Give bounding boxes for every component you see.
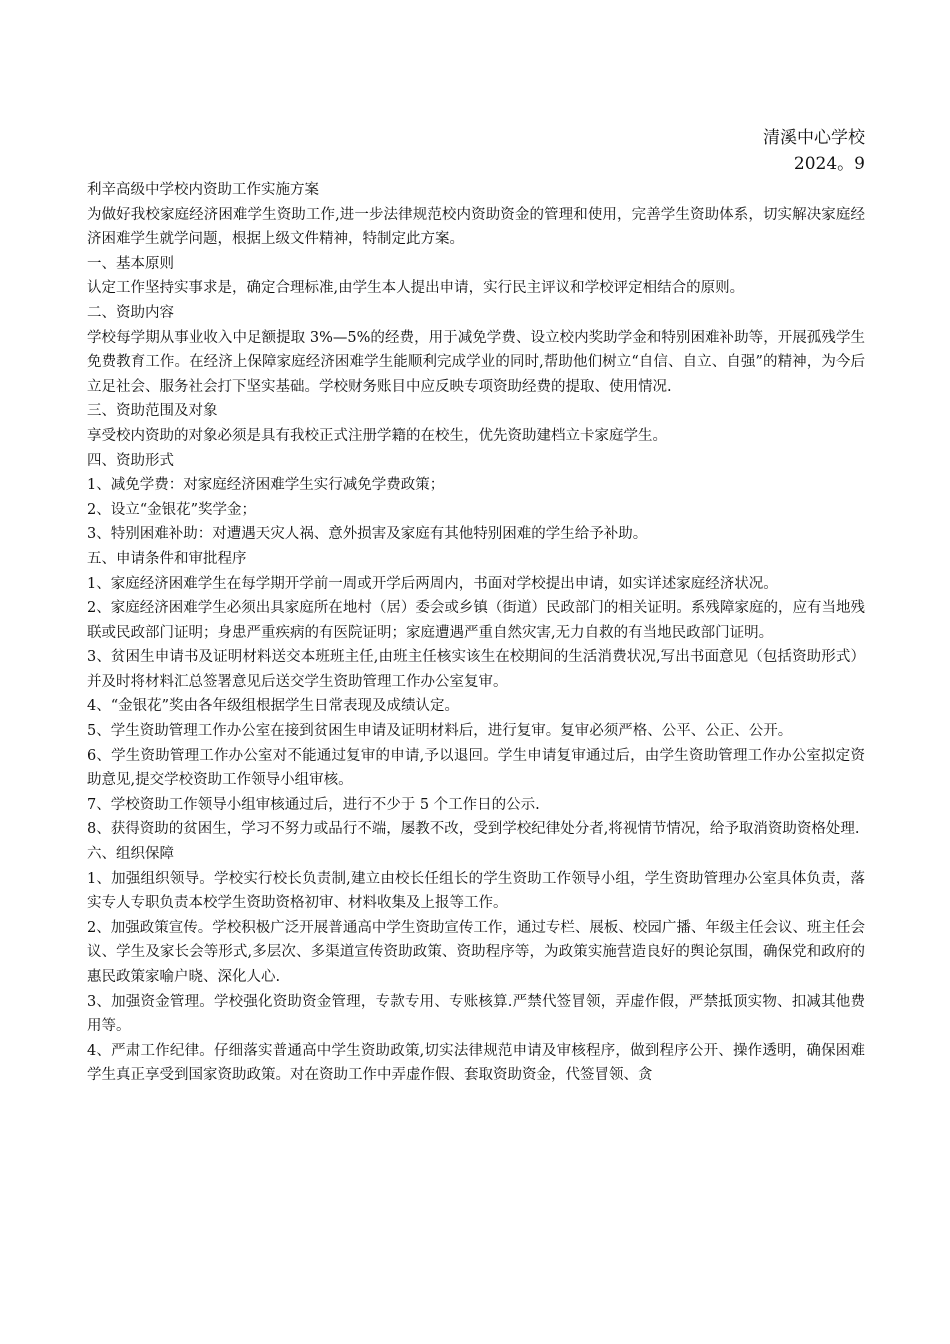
- paragraph: 2、家庭经济困难学生必须出具家庭所在地村（居）委会或乡镇（街道）民政部门的相关证明。系残障家庭的，应有当地残联或民政部门证明；身患严重疾病的有医院证明；家庭遭遇严重自然灾害,无力自救的有当地民政部门证明。: [87, 600, 865, 641]
- document-body: [87, 203, 865, 1088]
- paragraph: 7、学校资助工作领导小组审核通过后，进行不少于 5 个工作日的公示.: [87, 796, 540, 813]
- section-heading: 二、资助内容: [87, 304, 174, 321]
- section-heading: 五、申请条件和审批程序: [87, 550, 247, 567]
- paragraph: 3、特别困难补助：对遭遇天灾人祸、意外损害及家庭有其他特别困难的学生给予补助。: [87, 526, 648, 543]
- paragraph: 学校每学期从事业收入中足额提取 3%—5%的经费，用于减免学费、设立校内奖助学金和特别困难补助等，开展孤残学生免费教育工作。在经济上保障家庭经济困难学生能顺利完成学业的同时,帮助他们树立“自信、自立、自强”的精神，为今后立足社会、服务社会打下坚实基础。学校财务账目中应反映专项资助经费的提取、使用情况.: [87, 329, 865, 395]
- paragraph: 8、获得资助的贫困生，学习不努力或品行不端，屡教不改，受到学校纪律处分者,将视情节情况，给予取消资助资格处理.: [87, 821, 860, 838]
- paragraph: 2、设立“金银花”奖学金；: [87, 501, 257, 518]
- section-heading: 四、资助形式: [87, 452, 174, 469]
- paragraph: 5、学生资助管理工作办公室在接到贫困生申请及证明材料后，进行复审。复审必须严格、公平、公正、公开。: [87, 723, 793, 740]
- paragraph: 2、加强政策宣传。学校积极广泛开展普通高中学生资助宣传工作，通过专栏、展板、校园广播、年级主任会议、班主任会议、学生及家长会等形式,多层次、多渠道宣传资助政策、资助程序等，为政策实施营造良好的舆论氛围，确保党和政府的惠民政策家喻户晓、深化人心.: [87, 919, 865, 985]
- paragraph: 3、加强资金管理。学校强化资助资金管理，专款专用、专账核算.严禁代签冒领，弄虚作假，严禁抵顶实物、扣减其他费用等。: [87, 993, 865, 1035]
- document-page: [87, 125, 865, 1088]
- header-block: [87, 125, 865, 177]
- paragraph: 为做好我校家庭经济困难学生资助工作,进一步法律规范校内资助资金的管理和使用，完善学生资助体系，切实解决家庭经济困难学生就学问题，根据上级文件精神，特制定此方案。: [87, 206, 865, 248]
- section-heading: 三、资助范围及对象: [87, 403, 218, 420]
- document-title: 利辛高级中学校内资助工作实施方案: [87, 182, 319, 198]
- section-heading: 六、组织保障: [87, 846, 174, 863]
- paragraph: 6、学生资助管理工作办公室对不能通过复审的申请,予以退回。学生申请复审通过后，由学生资助管理工作办公室拟定资助意见,提交学校资助工作领导小组审核。: [87, 747, 865, 789]
- paragraph: 认定工作坚持实事求是，确定合理标准,由学生本人提出申请，实行民主评议和学校评定相结合的原则。: [87, 280, 745, 297]
- paragraph: 1、加强组织领导。学校实行校长负责制,建立由校长任组长的学生资助工作领导小组，学生资助管理办公室具体负责，落实专人专职负责本校学生资助资格初审、材料收集及上报等工作。: [87, 870, 865, 912]
- document-date: 2024。9: [793, 154, 865, 174]
- section-heading: 一、基本原则: [87, 255, 174, 272]
- paragraph: 享受校内资助的对象必须是具有我校正式注册学籍的在校生，优先资助建档立卡家庭学生。: [87, 427, 667, 444]
- paragraph: 4、“金银花”奖由各年级组根据学生日常表现及成绩认定。: [87, 698, 460, 715]
- school-name: 清溪中心学校: [763, 128, 865, 148]
- paragraph: 1、家庭经济困难学生在每学期开学前一周或开学后两周内，书面对学校提出申请，如实详述家庭经济状况。: [87, 575, 778, 592]
- paragraph: 1、减免学费：对家庭经济困难学生实行减免学费政策；: [87, 477, 445, 494]
- paragraph: 3、贫困生申请书及证明材料送交本班班主任,由班主任核实该生在校期间的生活消费状况,写出书面意见（包括资助形式）并及时将材料汇总签署意见后送交学生资助管理工作办公室复审。: [87, 649, 865, 690]
- paragraph: 4、严肃工作纪律。仔细落实普通高中学生资助政策,切实法律规范申请及审核程序，做到程序公开、操作透明，确保困难学生真正享受到国家资助政策。对在资助工作中弄虚作假、套取资助资金，代签冒领、贪: [87, 1042, 865, 1084]
